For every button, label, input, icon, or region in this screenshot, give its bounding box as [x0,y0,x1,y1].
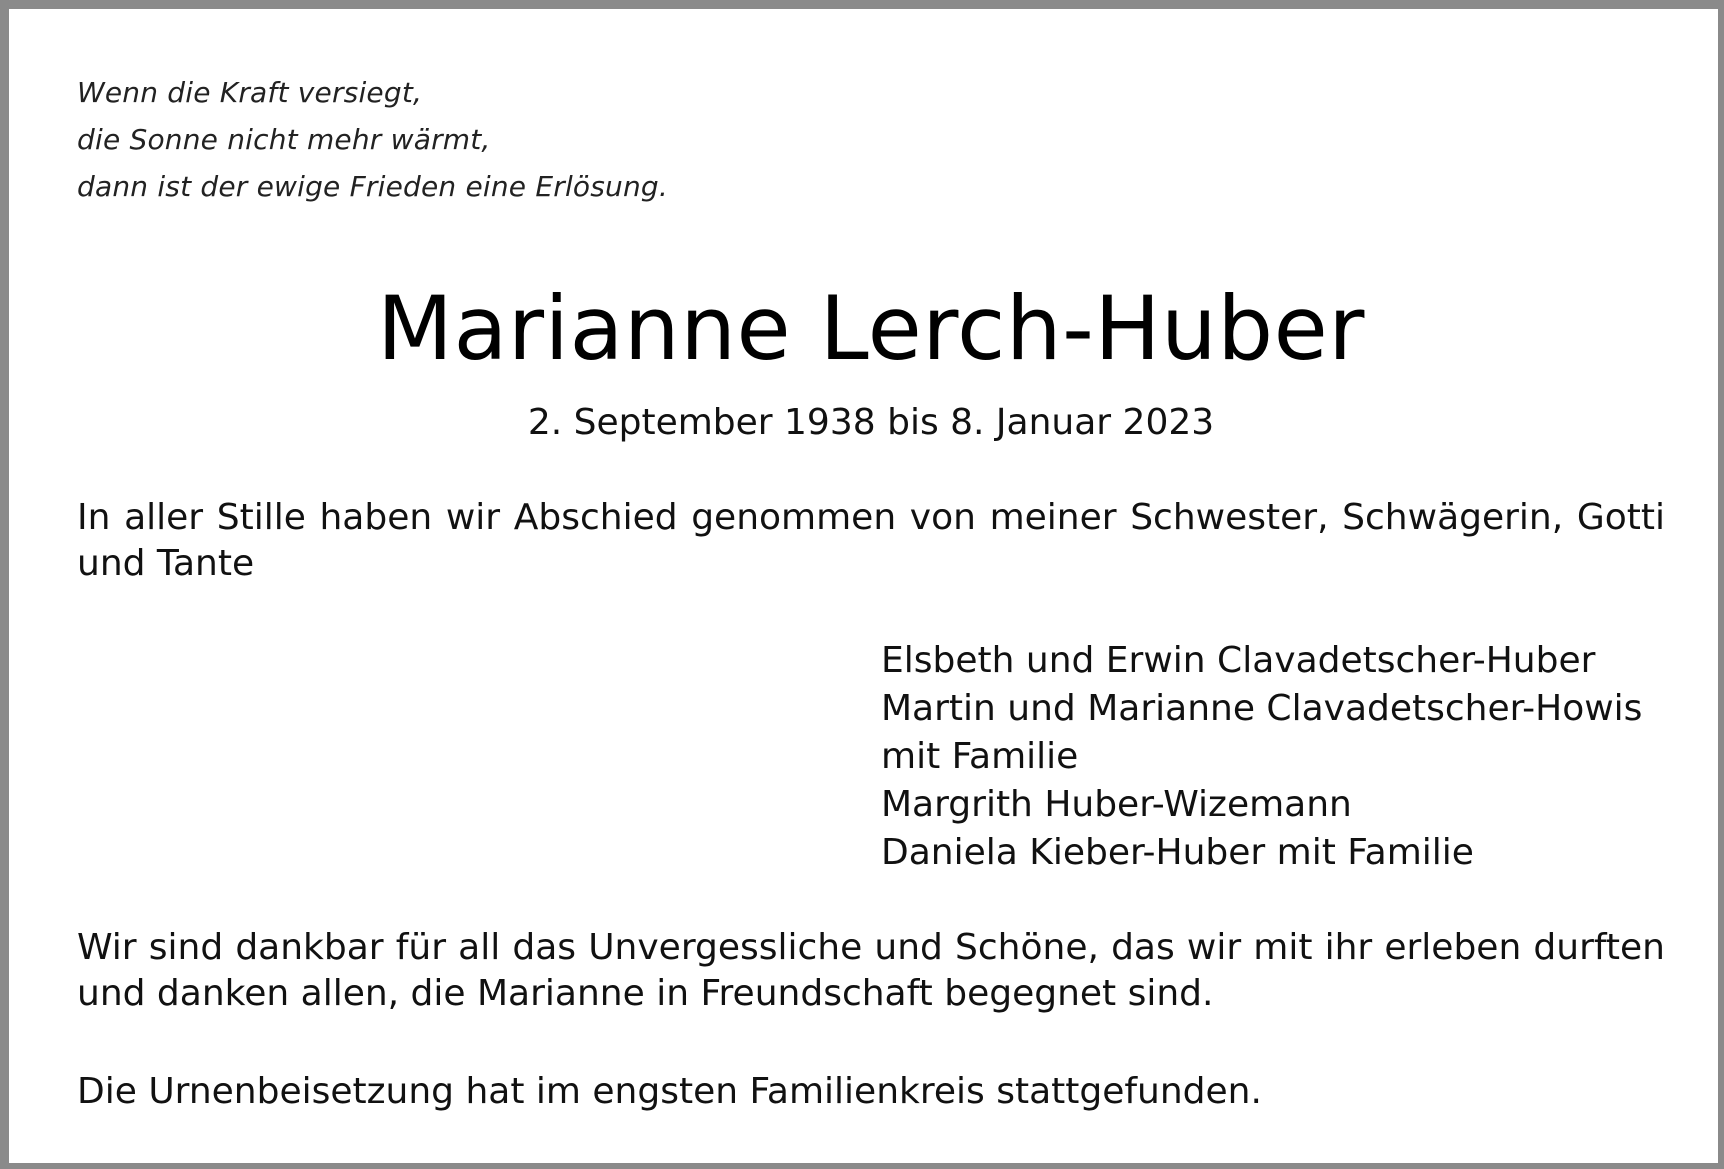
intro-text: In aller Stille haben wir Abschied genommen von meiner Schwester, Schwägerin, Gotti und Tante [77,497,1665,584]
signatories-list [881,637,1642,877]
thanks-text: Wir sind dankbar für all das Unvergessliche und Schöne, das wir mit ihr erleben durften und danken allen, die Marianne in Freundschaft begegnet sind. [77,927,1665,1014]
deceased-name: Marianne Lerch-Huber [377,277,1365,380]
poem-line: dann ist der ewige Frieden eine Erlösung. [77,170,669,203]
life-dates: 2. September 1938 bis 8. Januar 2023 [527,402,1215,443]
burial-text: Die Urnenbeisetzung hat im engsten Familienkreis stattgefunden. [77,1071,1262,1112]
poem-line: die Sonne nicht mehr wärmt, [77,123,491,156]
signatory-line: Elsbeth und Erwin Clavadetscher-Huber [881,640,1596,681]
signatory-line: mit Familie [881,736,1079,777]
poem-line: Wenn die Kraft versiegt, [77,76,423,109]
poem [77,69,668,210]
signatory-line: Martin und Marianne Clavadetscher-Howis [881,688,1643,729]
signatory-line: Daniela Kieber-Huber mit Familie [881,832,1474,873]
signatory-line: Margrith Huber-Wizemann [881,784,1352,825]
